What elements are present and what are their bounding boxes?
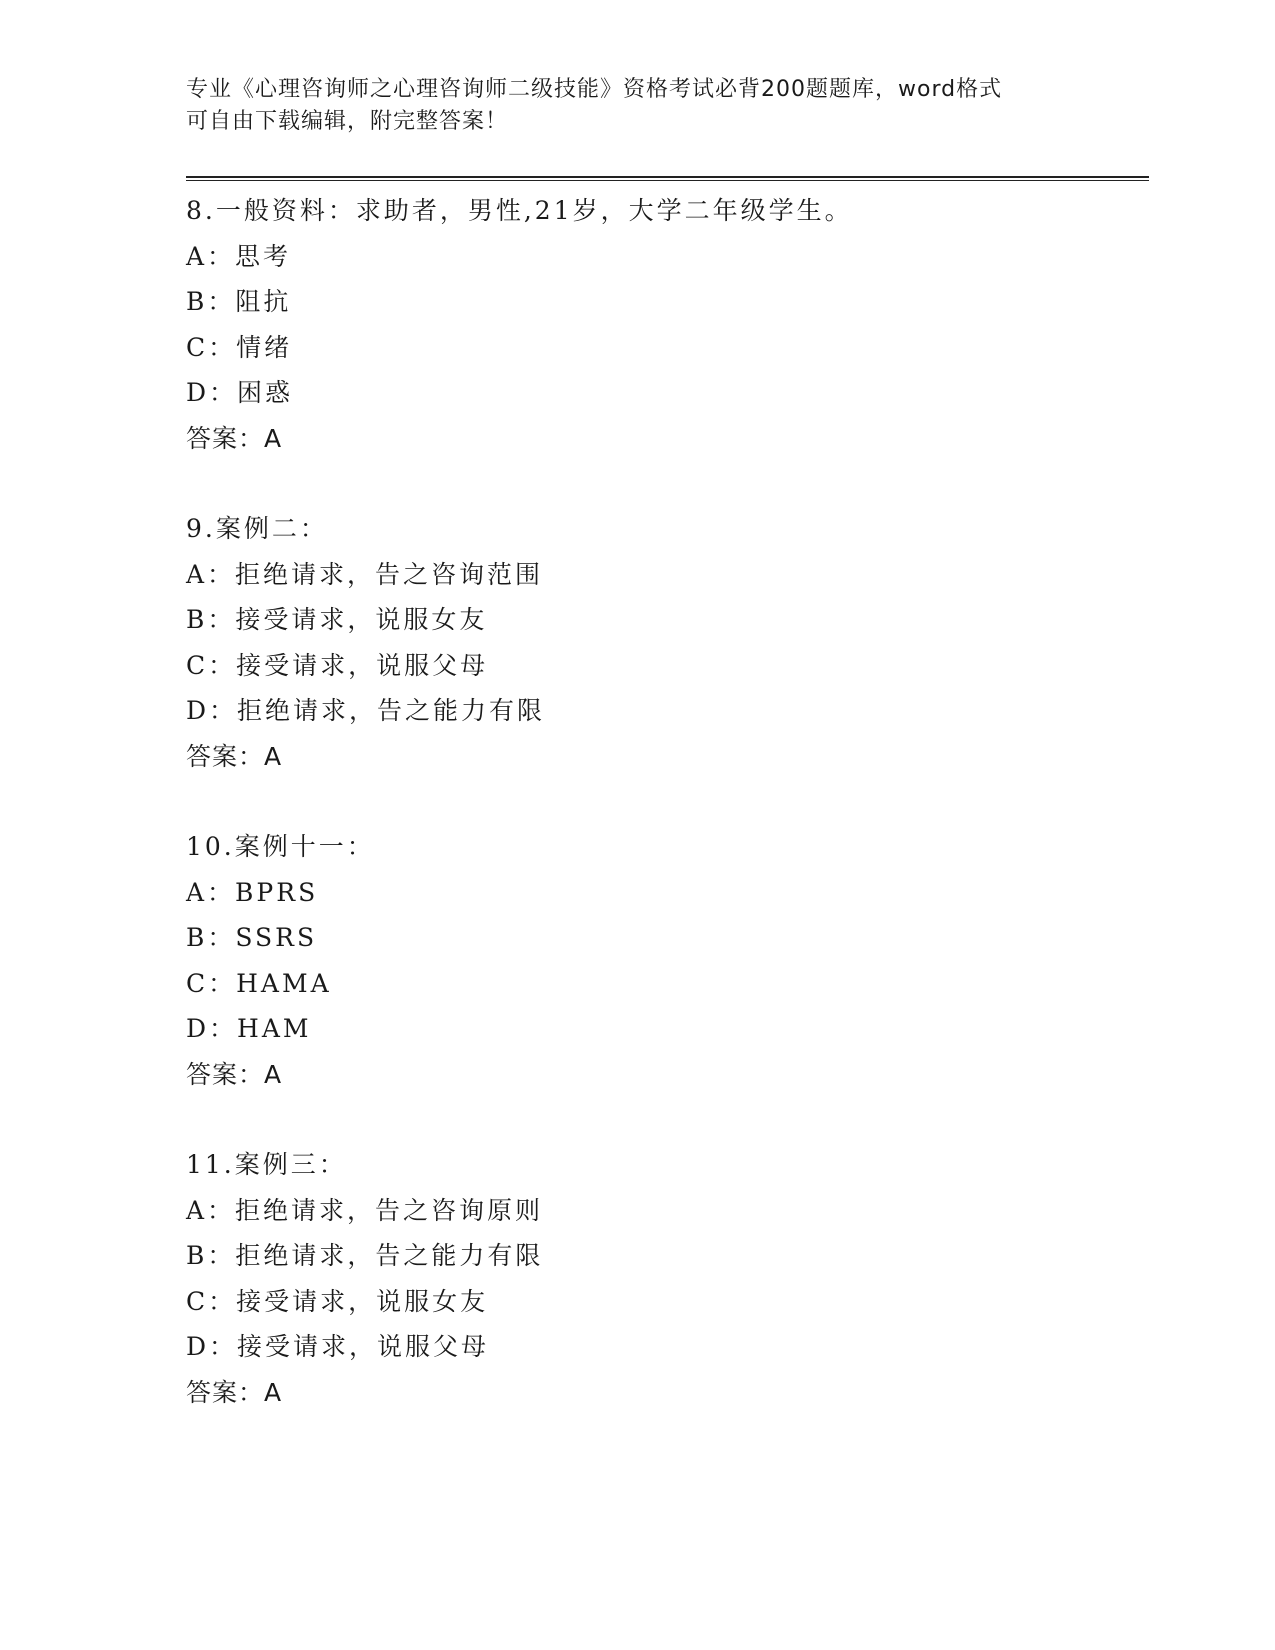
option-a: A：BPRS <box>186 877 319 907</box>
answer-line: 答案：A <box>186 423 283 453</box>
answer-line: 答案：A <box>186 1059 283 1089</box>
document-header <box>186 74 1086 138</box>
option-d: D：接受请求，说服父母 <box>186 1332 490 1361</box>
header-divider <box>186 176 1149 181</box>
option-b: B：拒绝请求，告之能力有限 <box>186 1241 544 1270</box>
question-list <box>186 188 1086 1460</box>
option-b: B：阻抗 <box>186 287 292 316</box>
option-c: C：接受请求，说服女友 <box>186 1286 489 1316</box>
answer-line: 答案：A <box>186 1377 283 1407</box>
question-9 <box>186 506 1086 779</box>
option-a: A：思考 <box>186 241 292 271</box>
question-11 <box>186 1142 1086 1415</box>
question-stem: 8.一般资料：求助者，男性,21岁，大学二年级学生。 <box>186 196 853 225</box>
answer-line: 答案：A <box>186 741 283 771</box>
question-stem: 10.案例十一： <box>186 832 375 861</box>
option-c: C：情绪 <box>186 332 293 362</box>
option-b: B：接受请求，说服女友 <box>186 605 488 634</box>
option-d: D：HAM <box>186 1014 312 1043</box>
header-title-line-1: 专业《心理咨询师之心理咨询师二级技能》资格考试必背200题题库，word格式 <box>186 77 1003 102</box>
question-10 <box>186 824 1086 1097</box>
option-d: D：困惑 <box>186 378 294 407</box>
option-b: B：SSRS <box>186 923 318 952</box>
header-title-line-2: 可自由下载编辑，附完整答案！ <box>186 109 509 134</box>
option-d: D：拒绝请求，告之能力有限 <box>186 696 546 725</box>
option-c: C：HAMA <box>186 968 332 998</box>
question-8 <box>186 188 1086 461</box>
question-stem: 11.案例三： <box>186 1150 347 1179</box>
question-stem: 9.案例二： <box>186 514 328 543</box>
option-a: A：拒绝请求，告之咨询原则 <box>186 1195 544 1225</box>
option-a: A：拒绝请求，告之咨询范围 <box>186 559 544 589</box>
option-c: C：接受请求，说服父母 <box>186 650 489 680</box>
